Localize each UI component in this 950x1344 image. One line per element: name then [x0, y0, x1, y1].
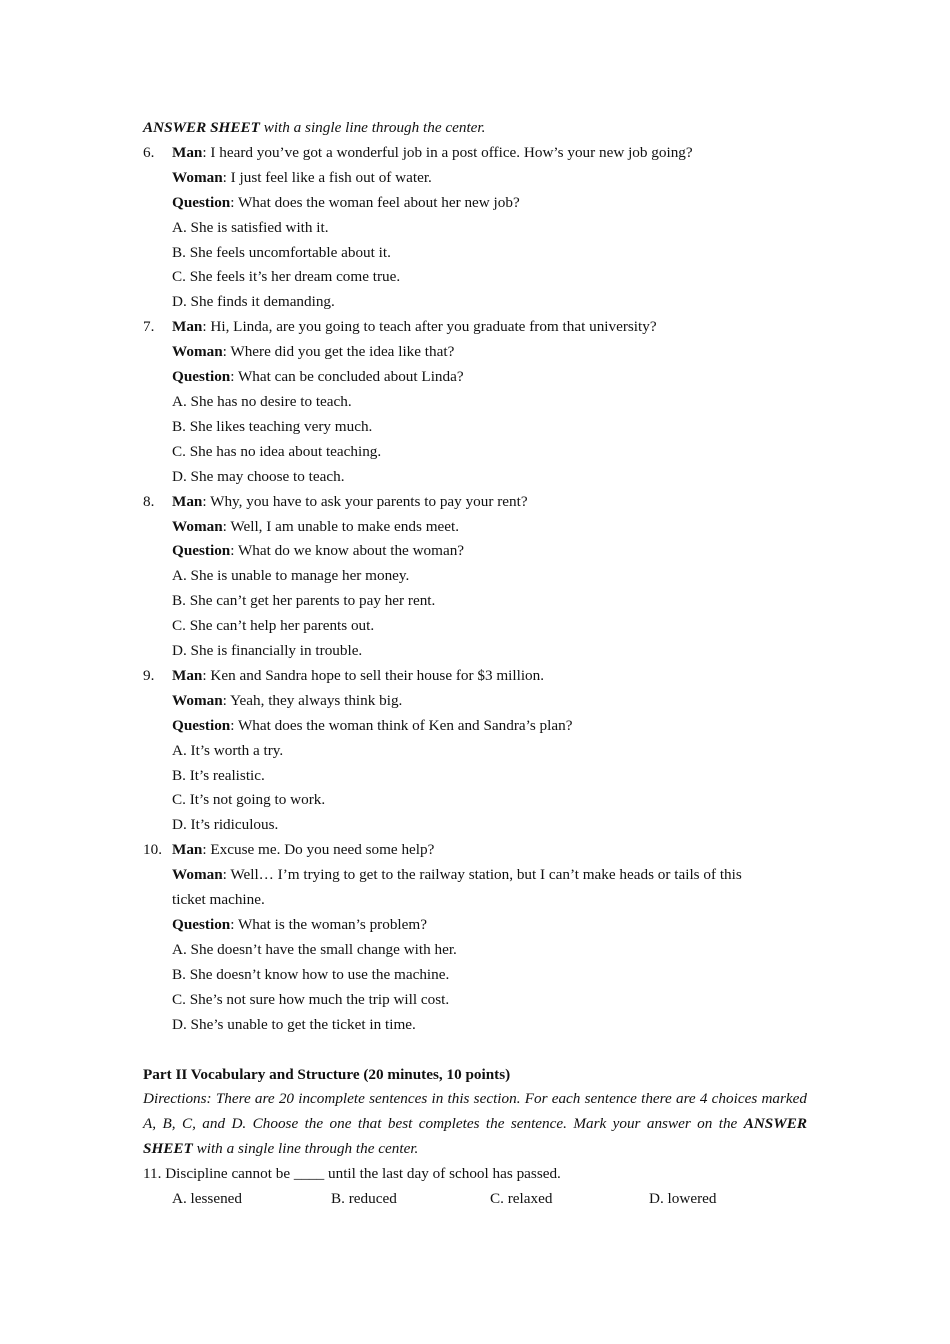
speaker-woman: Woman [172, 168, 223, 186]
speaker-man: Man [172, 318, 203, 336]
spacer [143, 1038, 807, 1063]
question-text: : What do we know about the woman? [230, 542, 465, 560]
woman-line: : Well… I’m trying to get to the railway station, but I can’t make heads or tails of this [222, 866, 742, 884]
question-text: : What does the woman feel about her new job? [230, 193, 520, 211]
question-label: Question [172, 716, 231, 734]
option: B. She feels uncomfortable about it. [172, 243, 391, 261]
woman-line: : Well, I am unable to make ends meet. [222, 517, 460, 535]
question-text: : What is the woman’s problem? [230, 916, 427, 933]
man-line: : Excuse me. Do you need some help? [202, 841, 435, 859]
woman-line: : I just feel like a fish out of water. [222, 168, 432, 186]
speaker-man: Man [172, 841, 203, 859]
option: B. She doesn’t know how to use the machine. [172, 965, 450, 983]
question-label: Question [172, 193, 231, 211]
speaker-woman: Woman [172, 866, 223, 884]
man-line: : Why, you have to ask your parents to pay your rent? [202, 492, 528, 510]
question-7 [143, 315, 807, 489]
option: C. She can’t help her parents out. [172, 617, 375, 635]
question-number: 9. [143, 666, 155, 684]
option: A. She is unable to manage her money. [172, 567, 410, 585]
question-number: 8. [143, 492, 155, 510]
man-line: : I heard you’ve got a wonderful job in a post office. How’s your new job going? [202, 143, 693, 161]
option: D. lowered [649, 1190, 717, 1208]
option: B. It’s realistic. [172, 766, 265, 784]
option: C. It’s not going to work. [172, 791, 326, 809]
speaker-woman: Woman [172, 517, 223, 535]
option: A. lessened [172, 1190, 243, 1208]
question-number: 10. [143, 841, 162, 859]
question-text: : What does the woman think of Ken and Sandra’s plan? [230, 716, 573, 734]
option: C. She’s not sure how much the trip will cost. [172, 990, 450, 1008]
question-text: : What can be concluded about Linda? [230, 368, 464, 386]
woman-line: : Where did you get the idea like that? [222, 343, 455, 361]
option: D. She may choose to teach. [172, 467, 345, 485]
option: C. She feels it’s her dream come true. [172, 268, 401, 286]
woman-line: : Yeah, they always think big. [222, 691, 403, 709]
speaker-man: Man [172, 492, 203, 510]
option: C. relaxed [490, 1190, 553, 1208]
man-line: : Hi, Linda, are you going to teach after you graduate from that university? [202, 318, 657, 336]
question-9 [143, 664, 807, 838]
option: D. She finds it demanding. [172, 293, 335, 311]
speaker-man: Man [172, 143, 203, 161]
directions: Directions: There are 20 incomplete sentences in this section. For each sentence there are 4 choices marked A, B, C, and D. Choose the one that best completes the sentence. Mark your answer on the ANSWER SHEET with a single line through the center. [143, 1090, 807, 1158]
speaker-woman: Woman [172, 343, 223, 361]
speaker-man: Man [172, 666, 203, 684]
question-number: 7. [143, 318, 155, 336]
question-8 [143, 490, 807, 664]
question-label: Question [172, 916, 231, 933]
question-10 [143, 838, 807, 1037]
option: A. She is satisfied with it. [172, 218, 329, 236]
question-11-stem: 11. Discipline cannot be ____ until the last day of school has passed. [143, 1165, 561, 1183]
question-label: Question [172, 542, 231, 560]
speaker-woman: Woman [172, 691, 223, 709]
question-11-options [143, 1187, 807, 1212]
man-line: : Ken and Sandra hope to sell their house for $3 million. [202, 666, 545, 684]
option: B. She can’t get her parents to pay her rent. [172, 592, 436, 610]
option: D. It’s ridiculous. [172, 816, 279, 834]
option: A. It’s worth a try. [172, 741, 284, 759]
option: A. She doesn’t have the small change with her. [172, 940, 457, 958]
document-page [143, 116, 807, 1212]
option: B. She likes teaching very much. [172, 417, 373, 435]
question-number: 6. [143, 143, 155, 161]
option: D. She’s unable to get the ticket in time. [172, 1015, 416, 1033]
option: C. She has no idea about teaching. [172, 442, 382, 460]
question-6 [143, 141, 807, 315]
question-label: Question [172, 368, 231, 386]
intro-tail: ANSWER SHEET with a single line through the center. [143, 119, 486, 136]
option: B. reduced [331, 1190, 397, 1208]
section-heading: Part II Vocabulary and Structure (20 minutes, 10 points) [143, 1065, 511, 1083]
option: A. She has no desire to teach. [172, 392, 352, 410]
option: D. She is financially in trouble. [172, 642, 363, 660]
woman-line-cont: ticket machine. [172, 891, 265, 909]
